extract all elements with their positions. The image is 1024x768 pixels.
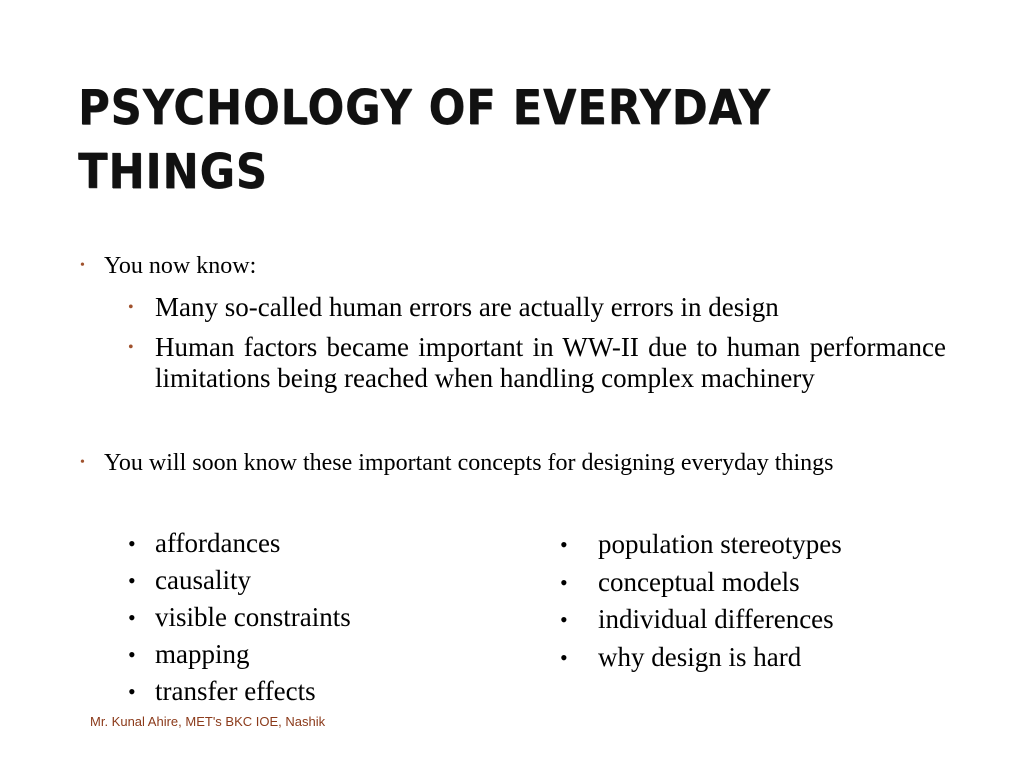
list-item xyxy=(128,673,508,710)
list-item xyxy=(128,636,508,673)
bullet-concepts-intro xyxy=(80,446,960,516)
bullet-dot-icon: • xyxy=(560,569,568,595)
bullet-dot-icon: • xyxy=(128,299,134,316)
list-item xyxy=(128,599,508,636)
concepts-list-left xyxy=(128,525,508,710)
bullet-text: You will soon know these important concepts for designing everyday things xyxy=(104,450,834,476)
list-item-text: conceptual models xyxy=(598,566,800,597)
list-item xyxy=(128,292,946,323)
list-item xyxy=(560,526,980,564)
bullet-dot-icon: • xyxy=(80,455,85,470)
list-item xyxy=(128,562,508,599)
list-item-text: Many so-called human errors are actually errors in design xyxy=(155,292,779,322)
bullet-dot-icon: • xyxy=(128,679,136,704)
bullet-dot-icon: • xyxy=(560,607,568,632)
bullet-you-now-know xyxy=(80,249,960,283)
list-item-text: population stereotypes xyxy=(598,529,842,559)
list-item-text: mapping xyxy=(155,639,250,669)
list-item-text: visible constraints xyxy=(155,602,351,632)
bullet-dot-icon: • xyxy=(560,532,568,557)
slide-footer: Mr. Kunal Ahire, MET's BKC IOE, Nashik xyxy=(90,714,326,729)
bullet-dot-icon: • xyxy=(128,605,136,630)
list-item xyxy=(560,564,980,602)
bullet-dot-icon: • xyxy=(128,642,136,667)
bullet-dot-icon: • xyxy=(128,568,136,593)
list-item-text: transfer effects xyxy=(155,676,316,706)
list-item xyxy=(128,525,508,562)
list-item-text: affordances xyxy=(155,528,281,558)
bullet-dot-icon: • xyxy=(128,531,136,556)
list-item xyxy=(128,332,946,394)
concepts-list-right xyxy=(560,526,980,676)
slide-title: PSYCHOLOGY OF EVERYDAY THINGS xyxy=(78,80,771,200)
list-item-text: causality xyxy=(155,565,251,595)
list-item-text: Human factors became important in WW-II due to human performance limitations being reached when handling complex machinery xyxy=(155,332,946,393)
bullet-dot-icon: • xyxy=(560,644,568,670)
bullet-text: You now know: xyxy=(104,253,257,279)
list-item xyxy=(560,601,980,639)
list-item-text: individual differences xyxy=(598,604,834,634)
bullet-dot-icon: • xyxy=(80,258,85,273)
list-item-text: why design is hard xyxy=(598,641,802,672)
list-item xyxy=(560,639,980,677)
bullet-dot-icon: • xyxy=(128,339,134,356)
known-facts-list xyxy=(128,292,946,403)
